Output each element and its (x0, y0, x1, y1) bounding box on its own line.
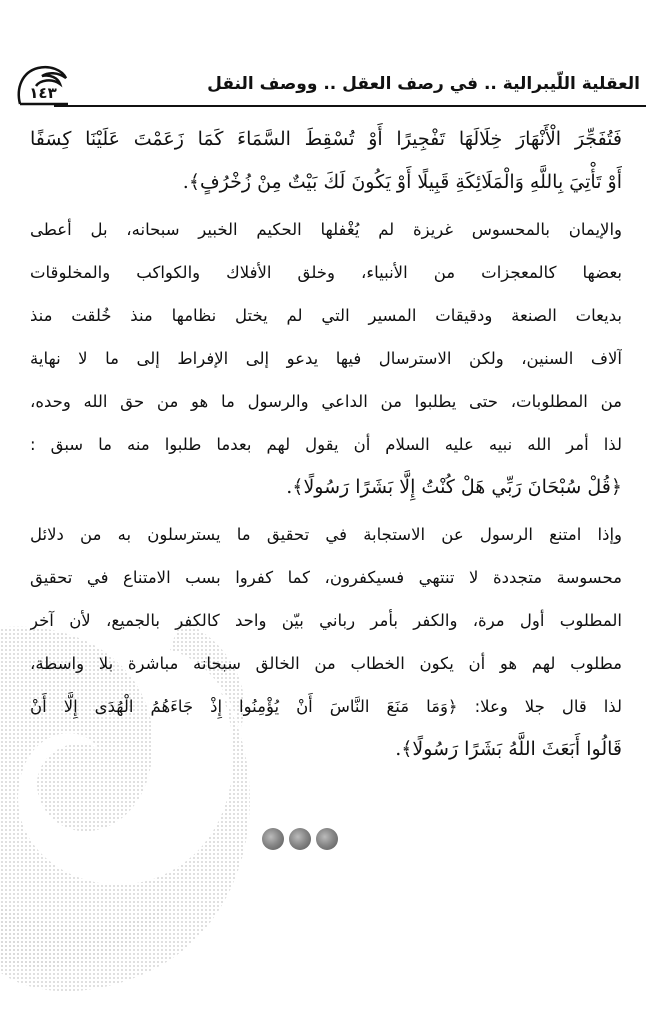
text-line: أَوْ تَأْتِيَ بِاللَّهِ وَالْمَلَائِكَةِ قَبِيلًا أَوْ يَكُونَ لَكَ بَيْتٌ مِنْ زُخْرُفٍ﴾. (182, 171, 622, 193)
text-line: آلاف السنين، ولكن الاسترسال فيها يدعو إلى الإفراط إلى ما لا نهاية (30, 349, 622, 368)
text-line: قَالُوا أَبَعَثَ اللَّهُ بَشَرًا رَسُولًا﴾. (395, 738, 622, 760)
text-line: والإيمان بالمحسوس غريزة لم يُغْفلها الحكيم الخبير سبحانه، بل أعطى (30, 220, 622, 239)
ornament-dot (316, 828, 338, 850)
text-line: وإذا امتنع الرسول عن الاستجابة في تحقيق ما يسترسلون به من دلائل (30, 525, 622, 544)
text-line: بديعات الصنعة ودقيقات المسير التي لم يختل نظامها منذ خُلقت منذ (30, 306, 622, 325)
ornament-dot (289, 828, 311, 850)
text-line: لذا قال جلا وعلا: ﴿وَمَا مَنَعَ النَّاسَ أَنْ يُؤْمِنُوا إِذْ جَاءَهُمُ الْهُدَى إِلَّا أَنْ (30, 697, 622, 716)
text-line: فَتُفَجِّرَ الْأَنْهَارَ خِلَالَهَا تَفْجِيرًا أَوْ تُسْقِطَ السَّمَاءَ كَمَا زَعَمْتَ عَلَيْنَا كِسَفًا (30, 128, 622, 150)
text-line: لذا أمر الله نبيه عليه السلام أن يقول لهم بعدما طلبوا منه ما سبق : (30, 435, 622, 454)
text-line: من المطلوبات، حتى يطلبوا من الداعي والرسول ما هو من حق الله وحده، (30, 392, 622, 411)
text-line: ﴿قُلْ سُبْحَانَ رَبِّي هَلْ كُنْتُ إِلَّا بَشَرًا رَسُولًا﴾. (286, 476, 622, 498)
header-divider (54, 105, 646, 107)
text-line: المطلوب أول مرة، والكفر بأمر رباني بيّن واحد كالكفر بالجميع، لأن آخر (30, 611, 622, 630)
page-number: ١٤٣ (29, 84, 57, 102)
text-line: مطلوب لهم هو أن يكون الخطاب من الخالق سبحانه مباشرة بلا واسطة، (30, 654, 622, 673)
running-header (14, 60, 646, 112)
text-line: محسوسة متجددة لا تنتهي فسيكفرون، كما كفروا بسب الامتناع في تحقيق (30, 568, 622, 587)
ornament-dot (262, 828, 284, 850)
text-line: بعضها كالمعجزات من الأنبياء، وخلق الأفلاك والكواكب والمخلوقات (30, 263, 622, 282)
page-body-text (30, 118, 622, 771)
section-end-dots-ornament (262, 826, 342, 852)
running-header-title: العقلية اللّيبرالية .. في رصف العقل .. ووصف النقل (207, 74, 640, 94)
page-number-badge (14, 64, 70, 108)
